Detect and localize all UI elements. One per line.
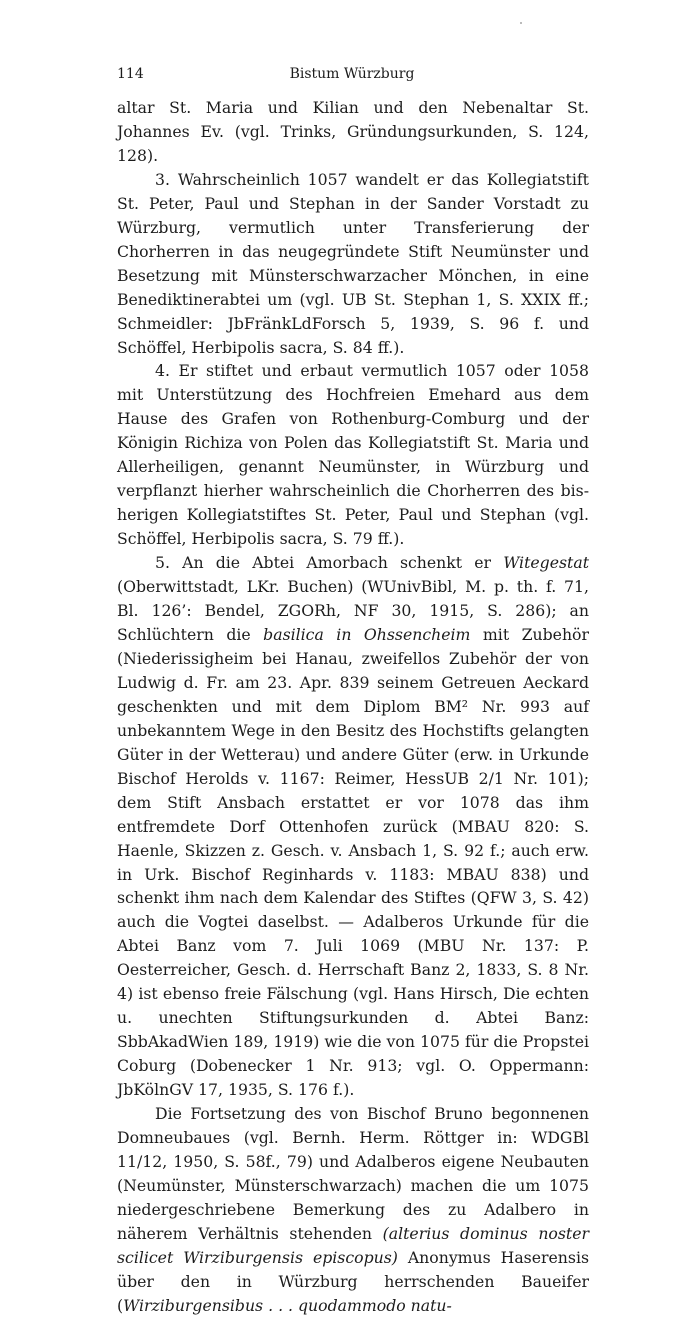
italic-text-run: basilica in Ohssencheim (263, 624, 471, 644)
paragraph-continued (117, 96, 589, 168)
text-run: 4. Er stiftet und erbaut vermutlich 1057 oder 1058 mit Unterstützung des Hochfreien Emehard aus dem Hause des Grafen von Rothenburg-Comburg und der Königin Richiza von Polen das Kollegiatstift St. Maria und Allerheiligen, genannt Neumünster, in Würzburg und verpflanzt hierher wahrscheinlich die Chorherren des bisherigen Kollegiatstiftes St. Peter, Paul und Stephan (vgl. Schöffel, Herbipolis sacra, S. 79 ff.). (117, 361, 589, 549)
italic-text-run: (alterius dominus noster scilicet Wirziburgensis episcopus) (117, 1223, 590, 1267)
paragraph-item-4 (117, 359, 589, 551)
text-run: Die Fortsetzung des von Bischof Bruno begonnenen Domneubaues (vgl. Bernh. Herm. Röttger in: WDGBl 11/12, 1950, S. 58f., 79) und Adalberos eigene Neubauten (Neumünster, Münsterschwarzach) machen die um 1075 niedergeschriebene Bemerkung des zu Adalbero in näherem Verhältnis stehenden (117, 1104, 589, 1243)
paragraph-item-5 (117, 551, 589, 1102)
page-body (117, 96, 589, 1318)
paragraph-item-3 (117, 168, 589, 360)
paragraph-cathedral-rebuild (117, 1102, 589, 1318)
text-run: (Oberwittstadt, LKr. Buchen) (WUnivBibl, M. p. th. f. 71, Bl. 126’: Bendel, ZGORh, NF 30, 1915, S. 286); an Schlüchtern die (117, 577, 589, 644)
text-run: 5. An die Abtei Amorbach schenkt er (155, 553, 504, 573)
running-title: Bistum Würzburg (289, 66, 415, 82)
page-number: 114 (117, 66, 144, 82)
italic-text-run: Witegestat (503, 553, 589, 573)
scan-speck (520, 22, 522, 24)
text-run: 3. Wahrscheinlich 1057 wandelt er das Kollegiatstift St. Peter, Paul und Stephan in der Sander Vorstadt zu Würzburg, vermutlich unter Transferierung der Chorherren in das neugegründete Stift Neumünster und Besetzung mit Münsterschwarzacher Mönchen, in eine Benediktinerabtei um (vgl. UB St. Stephan 1, S. XXIX ff.; Schmeidler: JbFränkLdForsch 5, 1939, S. 96 f. und Schöffel, Herbipolis sacra, S. 84 ff.). (117, 169, 589, 357)
text-run: mit Zubehör (Niederissigheim bei Hanau, zweifellos Zubehör der von Ludwig d. Fr. am 23. Apr. 839 seinem Getreuen Aeckard geschenkten und mit dem Diplom BM² Nr. 993 auf unbekanntem Wege in den Besitz des Hochstifts gelangten Güter in der Wetterau) und andere Güter (erw. in Urkunde Bischof Herolds v. 1167: Reimer, HessUB 2/1 Nr. 101); dem Stift Ansbach erstattet er vor 1078 das ihm entfremdete Dorf Ottenhofen zurück (MBAU 820: S. Haenle, Skizzen z. Gesch. v. Ansbach 1, S. 92 f.; auch erw. in Urk. Bischof Reginhards v. 1183: MBAU 838) und schenkt ihm nach dem Kalendar des Stiftes (QFW 3, S. 42) auch die Vogtei daselbst. — Adalberos Urkunde für die Abtei Banz vom 7. Juli 1069 (MBU Nr. 137: P. Oesterreicher, Gesch. d. Herrschaft Banz 2, 1833, S. 8 Nr. 4) ist ebenso freie Fälschung (vgl. Hans Hirsch, Die echten u. unechten Stiftungsurkunden d. Abtei Banz: SbbAkadWien 189, 1919) wie die von 1075 für die Propstei Coburg (Dobenecker 1 Nr. 913; vgl. O. Oppermann: JbKölnGV 17, 1935, S. 176 f.). (117, 624, 589, 1100)
italic-text-run: Wirziburgensibus . . . quodammodo natu- (123, 1295, 452, 1315)
text-run: Anonymus Haserensis über den in Würzburg herrschenden Baueifer ( (117, 1247, 590, 1315)
text-run: altar St. Maria und Kilian und den Nebenaltar St. Johannes Ev. (vgl. Trinks, Gründungsurkunden, S. 124, 128). (117, 98, 589, 165)
